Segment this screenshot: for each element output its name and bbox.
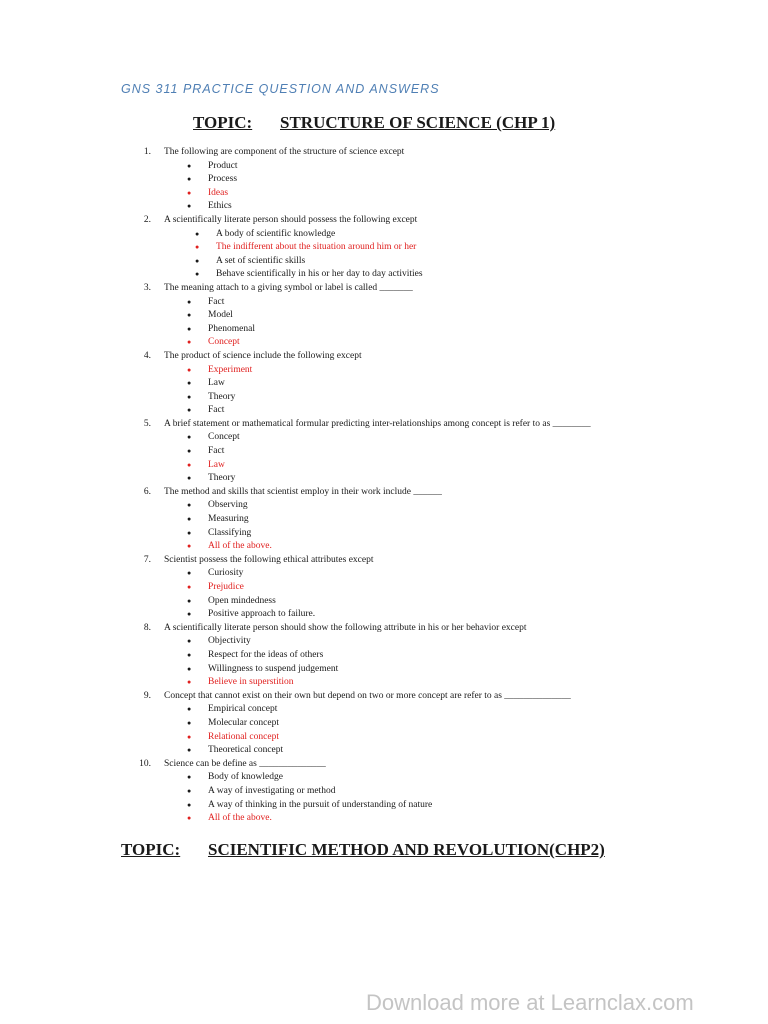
- option-text: Model: [208, 310, 233, 321]
- bullet-icon: ●: [187, 365, 192, 374]
- question-number: 3.: [143, 282, 151, 293]
- bullet-icon: ●: [187, 610, 192, 619]
- bullet-icon: ●: [187, 746, 192, 755]
- bullet-icon: ●: [187, 297, 192, 306]
- bullet-icon: ●: [187, 175, 192, 184]
- bullet-icon: ●: [187, 773, 192, 782]
- topic-title: STRUCTURE OF SCIENCE (CHP 1): [280, 113, 556, 132]
- bullet-icon: ●: [187, 637, 192, 646]
- bullet-icon: ●: [187, 324, 192, 333]
- question-number: 6.: [143, 486, 151, 497]
- bullet-icon: ●: [187, 460, 192, 469]
- bullet-icon: ●: [187, 515, 192, 524]
- option-text: Curiosity: [208, 568, 244, 579]
- option-item: [0, 173, 768, 187]
- bullet-icon: ●: [187, 678, 192, 687]
- option-text: Theoretical concept: [208, 745, 284, 756]
- bullet-icon: ●: [187, 583, 192, 591]
- option-item: [0, 472, 768, 486]
- option-item: [0, 255, 768, 269]
- option-item: [0, 160, 768, 174]
- option-item: [0, 703, 768, 717]
- question-list: [0, 146, 768, 826]
- answer-option: [0, 812, 768, 826]
- bullet-icon: ●: [187, 814, 192, 823]
- option-item: [0, 595, 768, 609]
- question-item: [0, 622, 768, 636]
- option-item: [0, 268, 768, 282]
- option-item: [0, 431, 768, 445]
- question-item: [0, 690, 768, 704]
- bullet-icon: ●: [187, 406, 192, 415]
- option-item: [0, 649, 768, 663]
- option-text: A way of thinking in the pursuit of understanding of nature: [208, 799, 433, 810]
- answer-option: [0, 731, 768, 745]
- bullet-icon: ●: [187, 161, 192, 170]
- answer-option: [0, 241, 768, 255]
- option-text: Theory: [208, 391, 236, 402]
- option-text: Willingness to suspend judgement: [208, 663, 339, 674]
- option-text: All of the above.: [208, 813, 272, 824]
- bullet-icon: ●: [187, 786, 192, 795]
- option-text: Behave scientifically in his or her day to day activities: [216, 269, 423, 280]
- option-text: Relational concept: [208, 731, 279, 742]
- document-header: GNS 311 PRACTICE QUESTION AND ANSWERS: [121, 82, 440, 96]
- bullet-icon: ●: [187, 664, 192, 673]
- option-text: Believe in superstition: [208, 677, 294, 688]
- option-item: [0, 377, 768, 391]
- option-item: [0, 513, 768, 527]
- bullet-icon: ●: [195, 270, 200, 279]
- option-item: [0, 717, 768, 731]
- question-item: [0, 350, 768, 364]
- option-text: Respect for the ideas of others: [208, 649, 324, 660]
- option-item: [0, 499, 768, 513]
- option-text: A way of investigating or method: [208, 785, 336, 796]
- question-number: 1.: [143, 147, 151, 157]
- bullet-icon: ●: [187, 705, 192, 714]
- option-text: Observing: [208, 500, 248, 511]
- option-item: [0, 608, 768, 622]
- option-item: [0, 567, 768, 581]
- question-number: 5.: [143, 418, 151, 429]
- question-number: 7.: [143, 554, 151, 565]
- bullet-icon: ●: [195, 229, 200, 238]
- option-text: Fact: [208, 405, 225, 416]
- question-text: A scientifically literate person should possess the following except: [164, 214, 418, 225]
- option-text: Theory: [208, 473, 236, 484]
- option-text: Empirical concept: [208, 704, 278, 715]
- bullet-icon: ●: [187, 528, 192, 537]
- option-text: The indifferent about the situation around him or her: [216, 242, 417, 253]
- bullet-icon: ●: [187, 188, 192, 197]
- option-text: Law: [208, 459, 225, 470]
- answer-option: [0, 364, 768, 378]
- option-text: Product: [208, 160, 238, 171]
- option-text: Concept: [208, 432, 240, 443]
- option-text: A body of scientific knowledge: [216, 228, 336, 239]
- option-item: [0, 799, 768, 813]
- option-text: Open mindedness: [208, 595, 276, 606]
- bullet-icon: ●: [187, 542, 192, 551]
- question-text: Scientist possess the following ethical attributes except: [164, 554, 374, 565]
- question-item: [0, 554, 768, 568]
- bullet-icon: ●: [195, 256, 200, 265]
- option-text: Fact: [208, 446, 225, 457]
- question-number: 8.: [143, 622, 151, 633]
- question-item: [0, 486, 768, 500]
- question-number: 2.: [143, 214, 151, 225]
- bullet-icon: ●: [187, 501, 192, 510]
- bullet-icon: ●: [187, 596, 192, 605]
- option-item: [0, 527, 768, 541]
- option-text: Measuring: [208, 514, 249, 525]
- question-text: Science can be define as ______________: [164, 758, 326, 769]
- bullet-icon: ●: [187, 650, 192, 659]
- option-item: [0, 771, 768, 785]
- question-text: Concept that cannot exist on their own but depend on two or more concept are refer to as ______________: [164, 690, 571, 701]
- option-text: All of the above.: [208, 541, 272, 552]
- answer-option: [0, 336, 768, 350]
- bullet-icon: ●: [187, 732, 192, 741]
- option-text: Process: [208, 174, 238, 185]
- bullet-icon: ●: [187, 202, 192, 211]
- option-item: [0, 663, 768, 677]
- option-text: Molecular concept: [208, 717, 279, 728]
- topic-heading-2: [121, 840, 605, 860]
- option-text: Body of knowledge: [208, 772, 283, 783]
- question-item: [0, 282, 768, 296]
- option-text: Objectivity: [208, 636, 251, 647]
- question-text: A brief statement or mathematical formular predicting inter-relationships among concept is refer to as ________: [164, 418, 591, 429]
- bullet-icon: ●: [187, 474, 192, 483]
- bullet-icon: ●: [187, 800, 192, 809]
- topic-title: SCIENTIFIC METHOD AND REVOLUTION(CHP2): [208, 840, 605, 859]
- option-text: A set of scientific skills: [216, 255, 306, 266]
- option-item: [0, 228, 768, 242]
- option-text: Ethics: [208, 201, 232, 212]
- option-item: [0, 785, 768, 799]
- bullet-icon: ●: [187, 447, 192, 456]
- option-item: [0, 296, 768, 310]
- option-text: Experiment: [208, 364, 253, 375]
- answer-option: [0, 676, 768, 690]
- question-number: 10.: [139, 758, 151, 769]
- question-text: The product of science include the following except: [164, 350, 362, 361]
- question-number: 4.: [143, 350, 151, 361]
- option-text: Prejudice: [208, 582, 244, 592]
- question-item: [0, 758, 768, 772]
- answer-option: [0, 187, 768, 201]
- bullet-icon: ●: [187, 379, 192, 388]
- option-item: [0, 391, 768, 405]
- answer-option: [0, 540, 768, 554]
- answer-option: [0, 581, 768, 595]
- option-item: [0, 404, 768, 418]
- option-item: [0, 200, 768, 214]
- question-item: [0, 418, 768, 432]
- question-number: 9.: [143, 690, 151, 701]
- option-text: Concept: [208, 337, 240, 348]
- bullet-icon: ●: [187, 718, 192, 727]
- bullet-icon: ●: [195, 243, 200, 252]
- option-item: [0, 309, 768, 323]
- footer-watermark: Download more at Learnclax.com: [366, 990, 694, 1015]
- topic-label: TOPIC:: [121, 840, 181, 859]
- bullet-icon: ●: [187, 311, 192, 320]
- topic-heading-1: [193, 113, 555, 133]
- bullet-icon: ●: [187, 338, 192, 347]
- option-text: Fact: [208, 296, 225, 307]
- option-text: Positive approach to failure.: [208, 609, 316, 620]
- option-item: [0, 323, 768, 337]
- option-item: [0, 635, 768, 649]
- bullet-icon: ●: [187, 569, 192, 578]
- question-text: The method and skills that scientist employ in their work include ______: [164, 486, 442, 497]
- option-text: Classifying: [208, 527, 252, 538]
- option-item: [0, 445, 768, 459]
- question-item: [0, 146, 768, 160]
- option-text: Phenomenal: [208, 323, 255, 334]
- question-text: The meaning attach to a giving symbol or label is called _______: [164, 282, 413, 293]
- option-item: [0, 744, 768, 758]
- answer-option: [0, 459, 768, 473]
- option-text: Ideas: [208, 187, 229, 198]
- question-item: [0, 214, 768, 228]
- question-text: The following are component of the structure of science except: [164, 147, 405, 157]
- topic-label: TOPIC:: [193, 113, 253, 132]
- bullet-icon: ●: [187, 433, 192, 442]
- question-text: A scientifically literate person should show the following attribute in his or her behavior except: [164, 622, 527, 633]
- bullet-icon: ●: [187, 392, 192, 401]
- option-text: Law: [208, 378, 225, 389]
